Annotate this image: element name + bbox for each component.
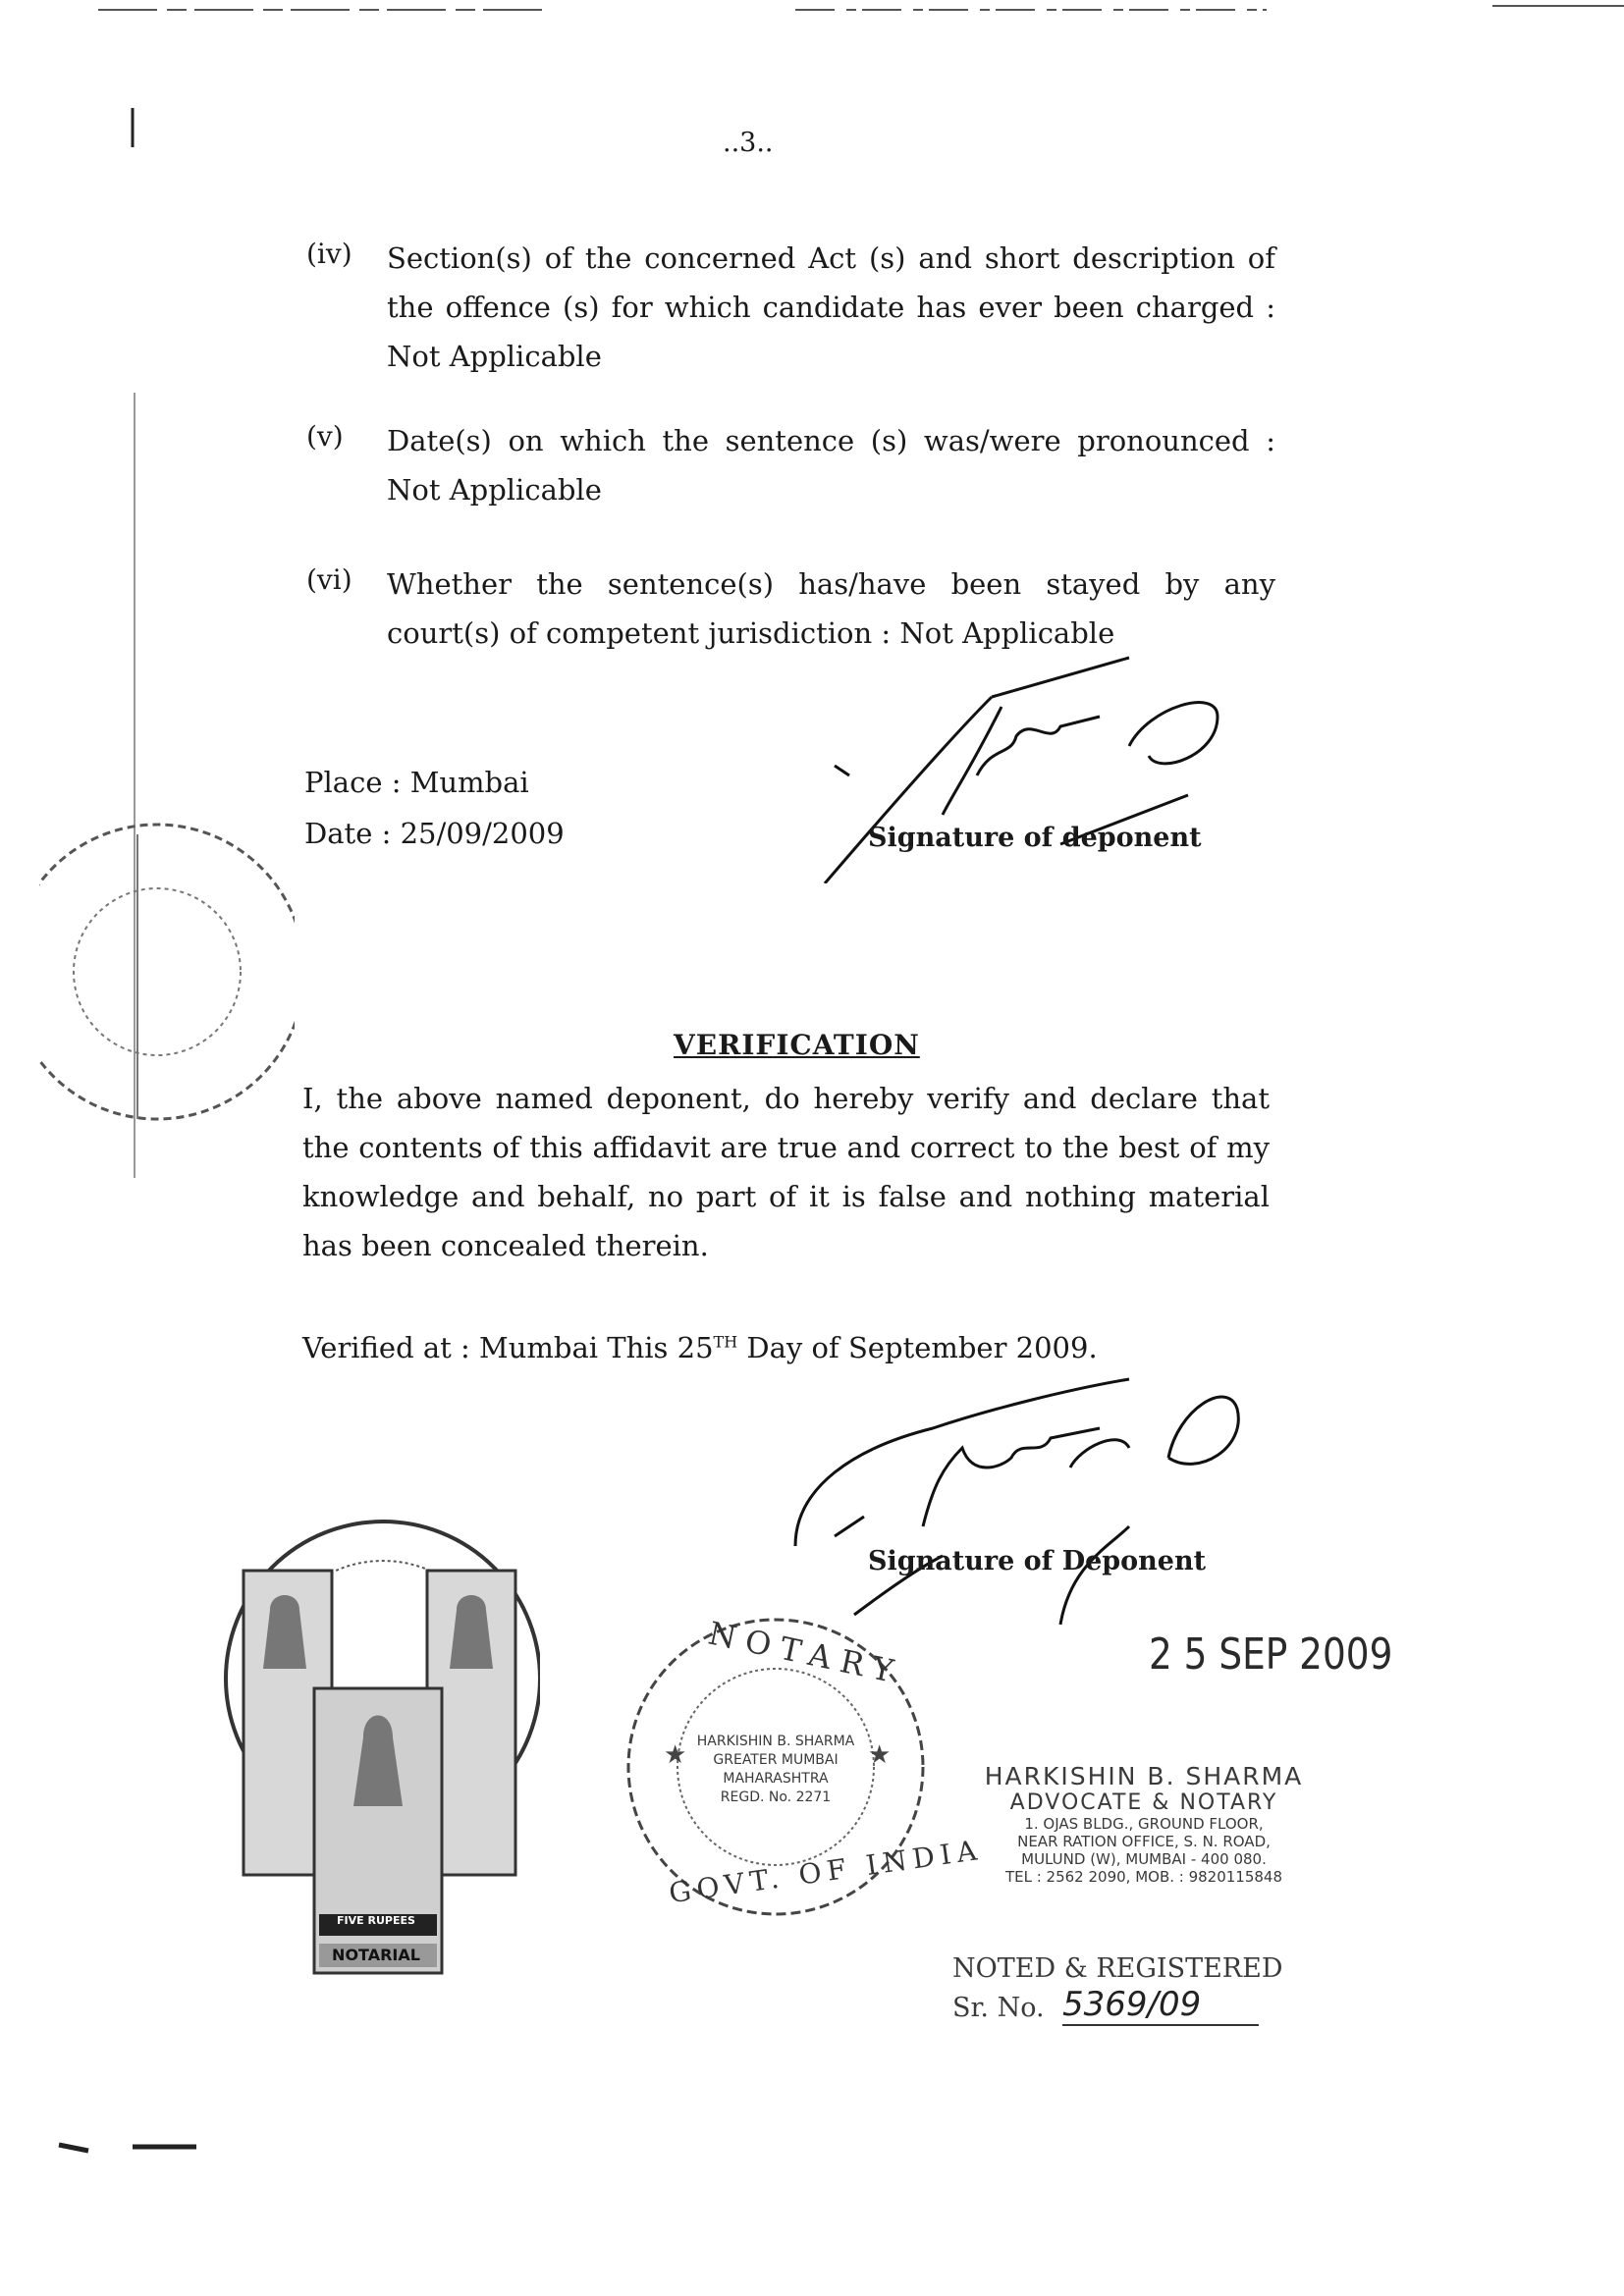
verified-sup: TH xyxy=(713,1332,738,1352)
item-iv-number: (iv) xyxy=(306,238,352,270)
notary-addr1: 1. OJAS BLDG., GROUND FLOOR, xyxy=(1024,1815,1264,1833)
item-v-text: Date(s) on which the sentence (s) was/were pronounced : Not Applicable xyxy=(387,424,1275,507)
seal-inner-regd: REGD. No. 2271 xyxy=(720,1789,832,1805)
verified-prefix: Verified at : Mumbai This 25 xyxy=(302,1331,714,1364)
notary-addr3: MULUND (W), MUMBAI - 400 080. xyxy=(1021,1850,1267,1868)
seal-inner-name: HARKISHIN B. SHARMA xyxy=(696,1734,855,1749)
verification-title: VERIFICATION xyxy=(674,1029,920,1061)
stamp-paper-label: NOTARIAL xyxy=(332,1946,420,1964)
seal-outer-bottom: GOVT. OF INDIA xyxy=(667,1833,985,1910)
seal-outer-top: NOTARY xyxy=(705,1614,906,1692)
partial-seal-left xyxy=(39,815,295,1129)
verified-at-line xyxy=(302,1331,1098,1364)
notary-tel: TEL : 2562 2090, MOB. : 9820115848 xyxy=(1004,1868,1283,1886)
signature-label-2: Signature of Deponent xyxy=(868,1546,1207,1576)
notary-name: HARKISHIN B. SHARMA xyxy=(984,1762,1304,1790)
seal-inner-city: GREATER MUMBAI xyxy=(713,1752,839,1768)
item-v-number: (v) xyxy=(306,420,344,453)
notary-title: ADVOCATE & NOTARY xyxy=(1009,1790,1278,1815)
signature-2-scribble xyxy=(776,1369,1247,1634)
item-vi-text: Whether the sentence(s) has/have been stayed by any court(s) of competent jurisdiction : Not Applicable xyxy=(387,567,1275,650)
place-label: Place : Mumbai xyxy=(304,766,529,799)
svg-text:★: ★ xyxy=(664,1740,687,1770)
date-stamp: 2 5 SEP 2009 xyxy=(1149,1629,1393,1680)
scan-bottom-marks xyxy=(49,2135,245,2164)
seal-inner-state: MAHARASHTRA xyxy=(723,1771,829,1787)
stamp-paper-value: FIVE RUPEES xyxy=(337,1914,415,1927)
signature-label-1: Signature of deponent xyxy=(868,823,1202,853)
item-iv-text: Section(s) of the concerned Act (s) and short description of the offence (s) for which candidate has ever been charged : Not Applicable xyxy=(387,241,1275,373)
notary-address-block xyxy=(957,1762,1330,1886)
sr-no-value: 5369/09 xyxy=(1062,1985,1259,2026)
notary-addr2: NEAR RATION OFFICE, S. N. ROAD, xyxy=(1017,1833,1271,1850)
sr-no-label: Sr. No. xyxy=(952,1993,1045,2023)
item-vi-number: (vi) xyxy=(306,563,352,596)
stamp-paper-stack xyxy=(216,1512,540,1983)
scan-edge-marks xyxy=(0,0,1624,29)
date-label: Date : 25/09/2009 xyxy=(304,817,565,850)
page-number: ..3.. xyxy=(723,128,774,158)
verification-body: I, the above named deponent, do hereby verify and declare that the contents of this affidavit are true and correct to the best of my knowledge and behalf, no part of it is false and nothing material has been concealed therein. xyxy=(302,1082,1270,1262)
verified-suffix: Day of September 2009. xyxy=(737,1331,1098,1364)
noted-registered: NOTED & REGISTERED xyxy=(952,1953,1283,1984)
seal-inner xyxy=(668,1733,884,1807)
svg-text:★: ★ xyxy=(868,1740,892,1770)
